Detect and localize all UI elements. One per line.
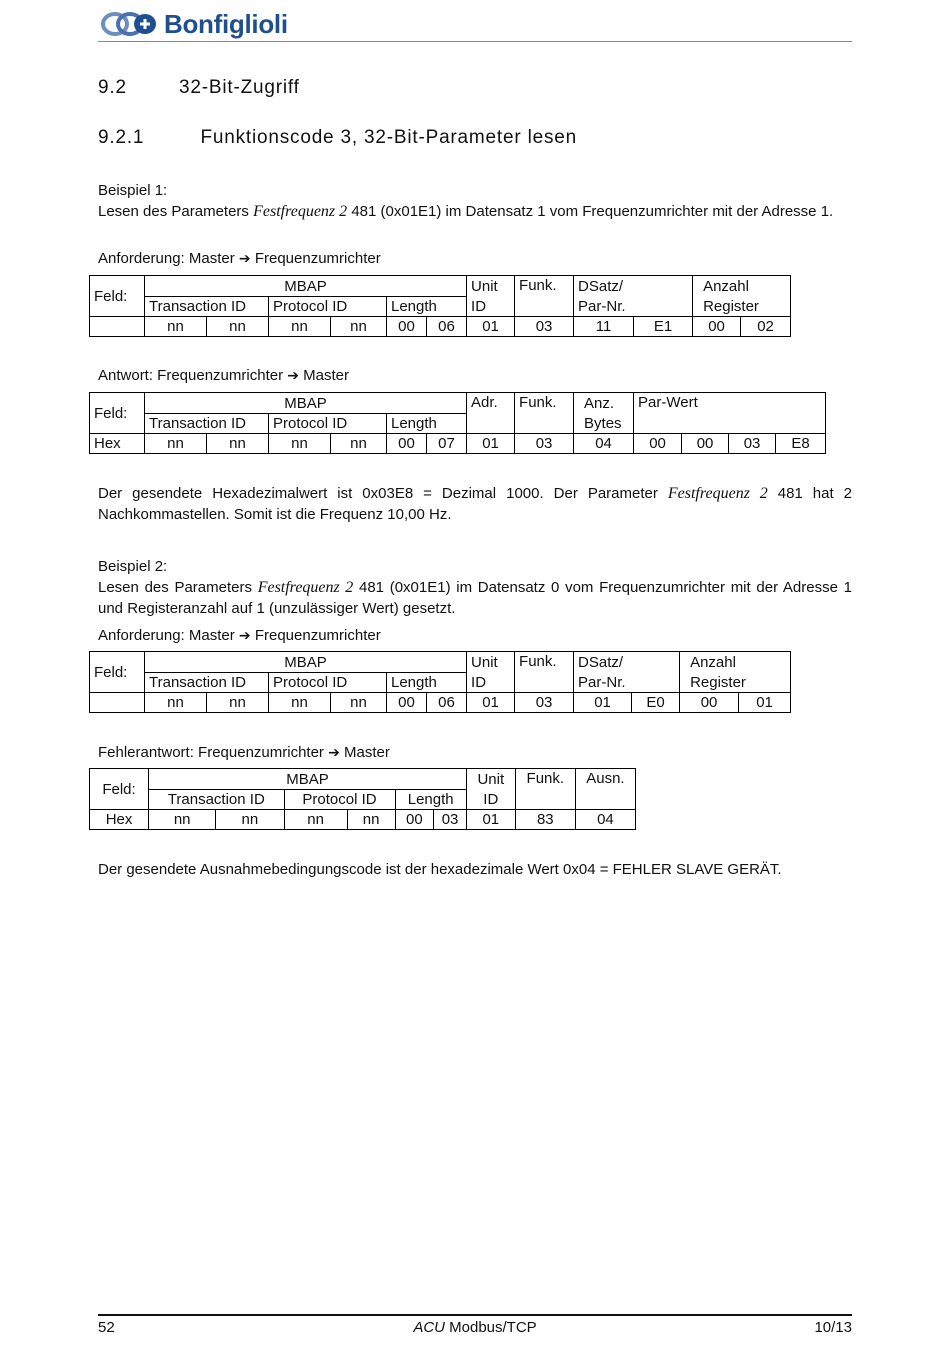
error-target-text: Master [344, 744, 390, 761]
document-title-italic: ACU [413, 1319, 445, 1336]
value-cell: 01 [574, 693, 632, 713]
section-heading [98, 77, 300, 99]
example2-result: Der gesendete Ausnahmebedingungscode ist der hexadezimale Wert 0x04 = FEHLER SLAVE GERÄT. [98, 861, 782, 878]
header-divider [98, 41, 852, 42]
arrow-right-icon: ➔ [328, 744, 340, 760]
example1-result [98, 483, 852, 525]
brand-logo [100, 8, 288, 40]
example2-error-label [98, 742, 852, 763]
value-cell: nn [145, 693, 207, 713]
example1-text-b: 481 (0x01E1) im Datensatz 1 vom Frequenzumrichter mit der Adresse 1. [347, 203, 834, 220]
transaction-id-header: Transaction ID [149, 790, 284, 810]
unit-id-header: ID [467, 297, 515, 317]
field-label: Feld: [90, 769, 149, 810]
subsection-number: 9.2.1 [98, 127, 145, 148]
hex-label: Hex [90, 434, 145, 454]
value-cell: nn [149, 810, 216, 830]
example1-heading: Beispiel 1: [98, 182, 168, 199]
mbap-header: MBAP [145, 393, 467, 414]
value-cell: nn [207, 317, 269, 337]
value-cell: nn [284, 810, 347, 830]
register-header: Register [693, 297, 791, 317]
value-cell: 01 [467, 317, 515, 337]
value-cell: 01 [739, 693, 791, 713]
value-cell: 00 [387, 693, 427, 713]
funk-header: Funk. [515, 393, 574, 434]
request-label-text: Anforderung: Master [98, 250, 235, 267]
value-cell: nn [269, 434, 331, 454]
field-label: Feld: [90, 276, 145, 317]
value-cell: 01 [466, 810, 515, 830]
value-cell: 06 [427, 693, 467, 713]
protocol-id-header: Protocol ID [284, 790, 395, 810]
value-cell: 00 [634, 434, 682, 454]
section-title: 32-Bit-Zugriff [179, 77, 300, 98]
document-title [0, 1319, 950, 1336]
response-target-text: Master [303, 367, 349, 384]
mbap-header: MBAP [145, 652, 467, 673]
unit-id-header: ID [467, 673, 515, 693]
mbap-header: MBAP [145, 276, 467, 297]
length-header: Length [395, 790, 466, 810]
value-cell: nn [331, 317, 387, 337]
value-cell: 03 [729, 434, 776, 454]
arrow-right-icon: ➔ [238, 250, 251, 266]
example1-param: Festfrequenz 2 [253, 203, 348, 220]
anz-header: Anz. [574, 393, 634, 414]
example2-error-table [89, 768, 636, 830]
value-cell: 03 [515, 434, 574, 454]
example2-param: Festfrequenz 2 [257, 579, 354, 596]
subsection-heading [98, 127, 577, 149]
request-label-text: Anforderung: Master [98, 627, 235, 644]
value-cell: 06 [427, 317, 467, 337]
value-cell: 00 [682, 434, 729, 454]
value-cell: nn [269, 317, 331, 337]
length-header: Length [387, 414, 467, 434]
arrow-right-icon: ➔ [287, 367, 299, 383]
value-cell: nn [207, 434, 269, 454]
mbap-header: MBAP [149, 769, 467, 790]
parnr-header: Par-Nr. [574, 297, 693, 317]
funk-header: Funk. [515, 652, 574, 693]
brand-name: Bonfiglioli [164, 8, 288, 39]
field-label: Feld: [90, 652, 145, 693]
value-cell: 03 [434, 810, 467, 830]
protocol-id-header: Protocol ID [269, 414, 387, 434]
hex-label: Hex [90, 810, 149, 830]
value-cell: 03 [515, 693, 574, 713]
adr-header: Adr. [467, 393, 515, 434]
example2-request-label [98, 625, 852, 646]
example1-response-table [89, 392, 826, 454]
ausn-header: Ausn. [575, 769, 635, 810]
value-cell: 00 [693, 317, 741, 337]
unit-header: Unit [467, 652, 515, 673]
transaction-id-header: Transaction ID [145, 297, 269, 317]
example1-request-label [98, 248, 852, 269]
example1-request-table [89, 275, 791, 337]
result-param: Festfrequenz 2 [667, 485, 768, 502]
footer-divider [98, 1314, 852, 1316]
dsatz-header: DSatz/ [574, 652, 680, 673]
document-title-rest: Modbus/TCP [444, 1319, 537, 1336]
example2-heading: Beispiel 2: [98, 558, 168, 575]
anzahl-header: Anzahl [680, 652, 791, 673]
anzahl-header: Anzahl [693, 276, 791, 297]
example1-response-label [98, 365, 852, 386]
transaction-id-header: Transaction ID [145, 673, 269, 693]
value-cell: 83 [515, 810, 575, 830]
length-header: Length [387, 673, 467, 693]
value-cell: 02 [741, 317, 791, 337]
funk-header: Funk. [515, 769, 575, 810]
value-cell: 01 [467, 693, 515, 713]
empty-label-cell [90, 317, 145, 337]
field-label: Feld: [90, 393, 145, 434]
request-target-text: Frequenzumrichter [254, 627, 381, 644]
value-cell: E0 [632, 693, 680, 713]
value-cell: 00 [395, 810, 434, 830]
subsection-title: Funktionscode 3, 32-Bit-Parameter lesen [200, 127, 577, 148]
example1-description [98, 201, 852, 222]
unit-id-header: ID [466, 790, 515, 810]
value-cell: nn [145, 317, 207, 337]
empty-label-cell [90, 693, 145, 713]
logo-icon [100, 10, 158, 38]
transaction-id-header: Transaction ID [145, 414, 269, 434]
response-label-text: Antwort: Frequenzumrichter [98, 367, 284, 384]
unit-header: Unit [466, 769, 515, 790]
value-cell: 07 [427, 434, 467, 454]
dsatz-header: DSatz/ [574, 276, 693, 297]
value-cell: 03 [515, 317, 574, 337]
example1-text-a: Lesen des Parameters [98, 203, 254, 220]
protocol-id-header: Protocol ID [269, 673, 387, 693]
section-number: 9.2 [98, 77, 127, 98]
page-number: 52 [98, 1319, 115, 1336]
value-cell: 11 [574, 317, 634, 337]
parwert-header: Par-Wert [634, 393, 826, 434]
value-cell: 00 [680, 693, 739, 713]
protocol-id-header: Protocol ID [269, 297, 387, 317]
value-cell: E8 [776, 434, 826, 454]
value-cell: nn [331, 434, 387, 454]
error-label-text: Fehlerantwort: Frequenzumrichter [98, 744, 324, 761]
value-cell: nn [347, 810, 395, 830]
parnr-header: Par-Nr. [574, 673, 680, 693]
result-text-a: Der gesendete Hexadezimalwert ist 0x03E8 = Dezimal 1000. Der Parameter [98, 485, 668, 502]
arrow-right-icon: ➔ [238, 627, 251, 643]
example2-request-table [89, 651, 791, 713]
bytes-header: Bytes [574, 414, 634, 434]
value-cell: nn [269, 693, 331, 713]
value-cell: 00 [387, 434, 427, 454]
value-cell: E1 [634, 317, 693, 337]
length-header: Length [387, 297, 467, 317]
value-cell: 04 [575, 810, 635, 830]
request-target-text: Frequenzumrichter [254, 250, 381, 267]
value-cell: nn [145, 434, 207, 454]
example2-description [98, 577, 852, 619]
example2-text-a: Lesen des Parameters [98, 579, 258, 596]
funk-header: Funk. [515, 276, 574, 317]
document-date: 10/13 [814, 1319, 852, 1336]
value-cell: nn [331, 693, 387, 713]
value-cell: 01 [467, 434, 515, 454]
value-cell: 00 [387, 317, 427, 337]
result-text-b: 481 hat 2 Nachkommastellen. Somit ist die Frequenz 10,00 Hz. [98, 485, 852, 523]
value-cell: 04 [574, 434, 634, 454]
register-header: Register [680, 673, 791, 693]
value-cell: nn [216, 810, 284, 830]
example2-text-b: 481 (0x01E1) im Datensatz 0 vom Frequenzumrichter mit der Adresse 1 und Registeranzahl auf 1 (unzulässiger Wert) gesetzt. [98, 579, 852, 617]
unit-header: Unit [467, 276, 515, 297]
value-cell: nn [207, 693, 269, 713]
